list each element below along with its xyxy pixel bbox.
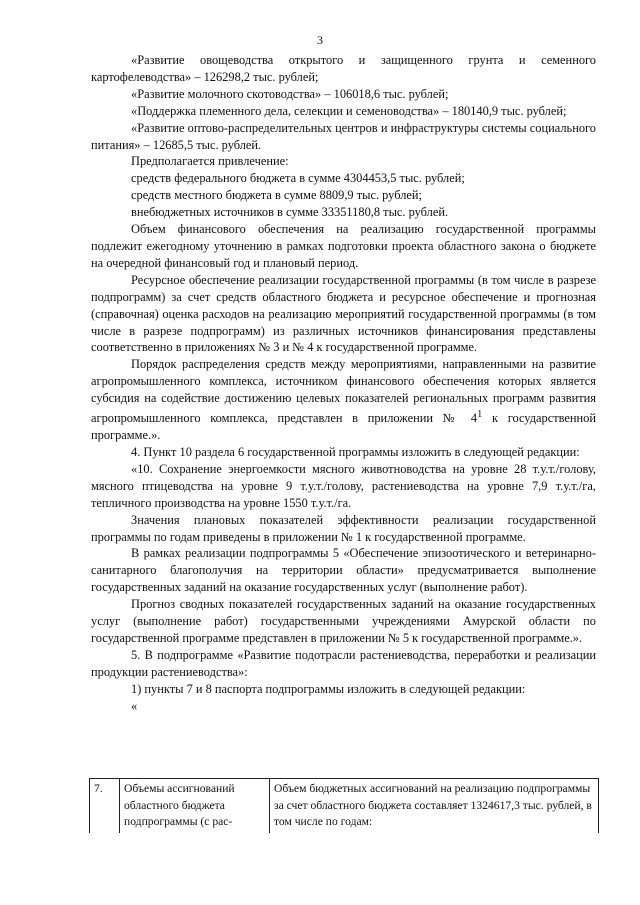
paragraph-text: к государственной программе.». [91, 411, 596, 443]
paragraph: Ресурсное обеспечение реализации государственной программы (в том числе в разрезе подпрограмм) за счет средств областного бюджета и ресурсное обеспечение и прогнозная (справочная) оценка расходов на реализацию мероприятий государственной программы (в том числе в разрезе подпрограмм) из различных источников финансирования представлены соответственно в приложениях № 3 и № 4 к государственной программе. [91, 272, 596, 355]
paragraph-text: Порядок распределения средств между мероприятиями, направленными на развитие агропромышленного комплекса, источником финансового обеспечения которых является субсидия на содействие достижению целевых показателей региональных программ развития агропромышленного комплекса, представлен в приложении № 4 [91, 357, 596, 426]
paragraph: 4. Пункт 10 раздела 6 государственной программы изложить в следующей редакции: [131, 444, 580, 459]
paragraph: «Поддержка племенного дела, селекции и семеноводства» – 180140,9 тыс. рублей; [131, 103, 567, 118]
row-number: 7. [90, 779, 120, 833]
page-number: 3 [317, 33, 323, 47]
paragraph: Предполагается привлечение: [131, 154, 289, 169]
paragraph-distribution [91, 356, 596, 444]
row-text: Объем бюджетных ассигнований на реализацию подпрограммы за счет областного бюджета составляет 1324617,3 тыс. рублей, в том числе по годам: [270, 779, 599, 833]
paragraph: Объем финансового обеспечения на реализацию государственной программы подлежит ежегодному уточнению в рамках подготовки проекта областного закона о бюджете на очередной финансовый год и плановый период. [91, 222, 596, 270]
passport-table [89, 778, 599, 833]
table-row [90, 779, 599, 833]
document-body [91, 52, 596, 714]
paragraph: «Развитие овощеводства открытого и защищенного грунта и семенного картофелеводства» – 126298,2 тыс. рублей; [91, 53, 596, 84]
paragraph: внебюджетных источников в сумме 33351180,8 тыс. рублей. [131, 205, 449, 220]
paragraph: Прогноз сводных показателей государственных заданий на оказание государственных услуг (выполнение работ) государственными учреждениями Амурской области по государственной программе представлен в приложении № 5 к государственной программе.». [91, 597, 596, 645]
paragraph: Значения плановых показателей эффективности реализации государственной программы по годам приведены в приложении № 1 к государственной программе. [91, 512, 596, 544]
paragraph: «Развитие молочного скотоводства» – 106018,6 тыс. рублей; [131, 86, 449, 101]
superscript: 1 [477, 409, 483, 421]
paragraph: средств федерального бюджета в сумме 4304453,5 тыс. рублей; [131, 171, 465, 186]
opening-quote: « [131, 698, 138, 713]
paragraph: 1) пункты 7 и 8 паспорта подпрограммы изложить в следующей редакции: [131, 681, 526, 696]
paragraph: средств местного бюджета в сумме 8809,9 тыс. рублей; [131, 188, 422, 203]
row-label: Объемы ассигнований областного бюджета подпрограммы (с рас- [120, 779, 270, 833]
paragraph: 5. В подпрограмме «Развитие подотрасли растениеводства, переработки и реализации продукции растениеводства»: [91, 647, 596, 679]
paragraph: «Развитие оптово-распределительных центров и инфраструктуры системы социального питания» – 12685,5 тыс. рублей. [91, 120, 596, 152]
paragraph: В рамках реализации подпрограммы 5 «Обеспечение эпизоотического и ветеринарно-санитарного благополучия на территории области» предусматривается выполнение государственных заданий на оказание государственных услуг (выполнение работ). [91, 546, 596, 595]
paragraph: «10. Сохранение энергоемкости мясного животноводства на уровне 28 т.у.т./голову, мясного птицеводства на уровне 9 т.у.т./голову, растениеводства на уровне 7,9 т.у.т./га, тепличного производства на уровне 1550 т.у.т./га. [91, 461, 596, 510]
